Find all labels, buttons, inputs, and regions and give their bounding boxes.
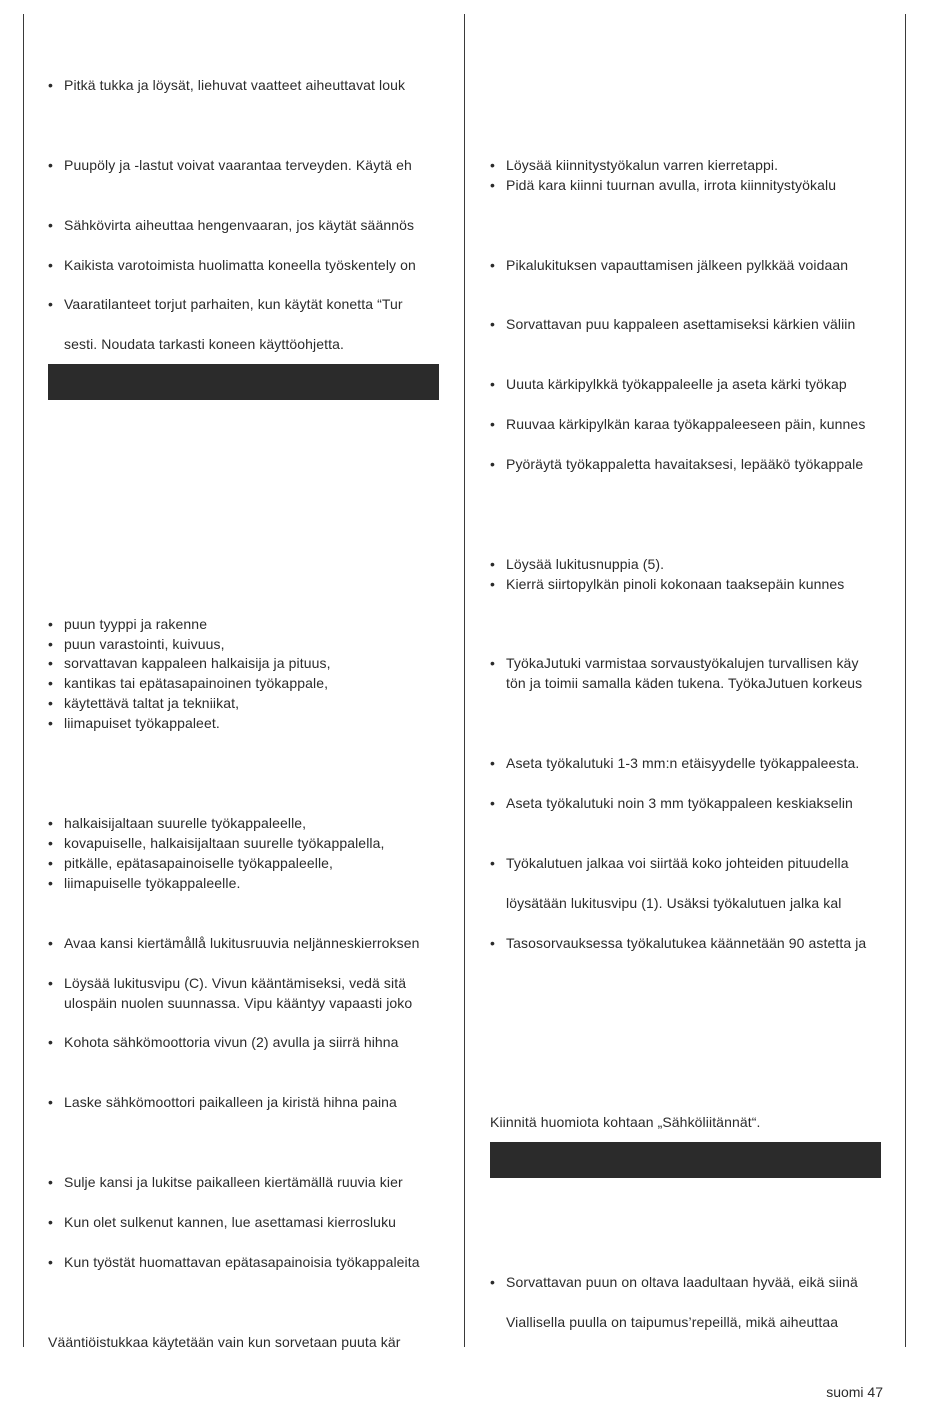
text-line: Kiinnitä huomiota kohtaan „Sähköliitännät“. (490, 1114, 761, 1130)
list-item: • Laske sähkömoottori paikalleen ja kiristä hihna paina (48, 1093, 438, 1111)
list-item: • käytettävä taltat ja tekniikat, (48, 694, 438, 712)
list-item: • Pidä kara kiinni tuurnan avulla, irrota kiinnitystyökalu (490, 176, 880, 194)
list-item: • Uuuta kärkipylkkä työkappaleelle ja aseta kärki työkap (490, 375, 880, 393)
list-item: • puun tyyppi ja rakenne (48, 615, 438, 633)
list-item: • Löysää lukitusnuppia (5). (490, 555, 880, 573)
list-item: • Kaikista varotoimista huolimatta koneella työskentely on (48, 256, 438, 274)
list-item: • pitkälle, epätasapainoiselle työkappaleelle, (48, 854, 438, 872)
list-item: • Löysää kiinnitystyökalun varren kierretappi. (490, 156, 880, 174)
list-item: • Sulje kansi ja lukitse paikalleen kiertämällä ruuvia kier (48, 1173, 438, 1191)
list-item: • Avaa kansi kiertämållå lukitusruuvia neljänneskierroksen (48, 934, 438, 952)
list-item: • Kun työstät huomattavan epätasapainoisia työkappaleita (48, 1253, 438, 1271)
list-item: • Sorvattavan puu kappaleen asettamiseksi kärkien väliin (490, 315, 880, 333)
list-item: • halkaisijaltaan suurelle työkappaleelle, (48, 814, 438, 832)
text-line: Vääntiöistukkaa käytetään vain kun sorvetaan puuta kär (48, 1334, 401, 1350)
list-item: • Sorvattavan puun on oltava laadultaan hyvää, eikä siinä (490, 1273, 880, 1291)
list-item: • sorvattavan kappaleen halkaisija ja pituus, (48, 654, 438, 672)
list-item: • Aseta työkalutuki noin 3 mm työkappaleen keskiakselin (490, 794, 880, 812)
text-line: sesti. Noudata tarkasti koneen käyttöohjetta. (64, 336, 344, 352)
list-item: • Pitkä tukka ja löysät, liehuvat vaatteet aiheuttavat louk (48, 76, 438, 94)
list-item: • Aseta työkalutuki 1-3 mm:n etäisyydelle työkappaleesta. (490, 754, 880, 772)
list-item: • Kierrä siirtopylkän pinoli kokonaan taaksepäin kunnes (490, 575, 880, 593)
column-rule-right (905, 14, 906, 1347)
text-line: ulospäin nuolen suunnassa. Vipu kääntyy vapaasti joko (64, 995, 413, 1011)
list-item: • Työkalutuen jalkaa voi siirtää koko johteiden pituudella (490, 854, 880, 872)
list-item: • liimapuiset työkappaleet. (48, 714, 438, 732)
list-item: • Pyöräytä työkappaletta havaitaksesi, lepääkö työkappale (490, 455, 880, 473)
section-heading-bar (490, 1142, 881, 1178)
list-item: • kovapuiselle, halkaisijaltaan suurelle työkappalella, (48, 834, 438, 852)
column-rule-left (23, 14, 24, 1347)
list-item: • Sähkövirta aiheuttaa hengenvaaran, jos käytät säännös (48, 216, 438, 234)
list-item: • Löysää lukitusvipu (C). Vivun kääntämiseksi, vedä sitä (48, 974, 438, 992)
page-number: suomi 47 (826, 1384, 883, 1400)
list-item: • Tasosorvauksessa työkalutukea käännetään 90 astetta ja (490, 934, 880, 952)
list-item: • Puupöly ja -lastut voivat vaarantaa terveyden. Käytä eh (48, 156, 438, 174)
list-item: • Pikalukituksen vapauttamisen jälkeen pylkkää voidaan (490, 256, 880, 274)
list-item: • Kun olet sulkenut kannen, lue asettamasi kierrosluku (48, 1213, 438, 1231)
list-item: • TyökaJutuki varmistaa sorvaustyökalujen turvallisen käy (490, 654, 880, 672)
section-heading-bar (48, 364, 439, 400)
text-line: Viallisella puulla on taipumus’repeillä, mikä aiheuttaa (506, 1314, 839, 1330)
column-rule-middle (464, 14, 465, 1347)
list-item: • Kohota sähkömoottoria vivun (2) avulla ja siirrä hihna (48, 1033, 438, 1051)
list-item: • Vaaratilanteet torjut parhaiten, kun käytät konetta “Tur (48, 295, 438, 313)
text-line: tön ja toimii samalla käden tukena. TyökaJutuen korkeus (506, 675, 863, 691)
list-item: • kantikas tai epätasapainoinen työkappale, (48, 674, 438, 692)
list-item: • Ruuvaa kärkipylkän karaa työkappaleeseen päin, kunnes (490, 415, 880, 433)
list-item: • liimapuiselle työkappaleelle. (48, 874, 438, 892)
list-item: • puun varastointi, kuivuus, (48, 635, 438, 653)
text-line: löysätään lukitusvipu (1). Usäksi työkalutuen jalka kal (506, 895, 842, 911)
